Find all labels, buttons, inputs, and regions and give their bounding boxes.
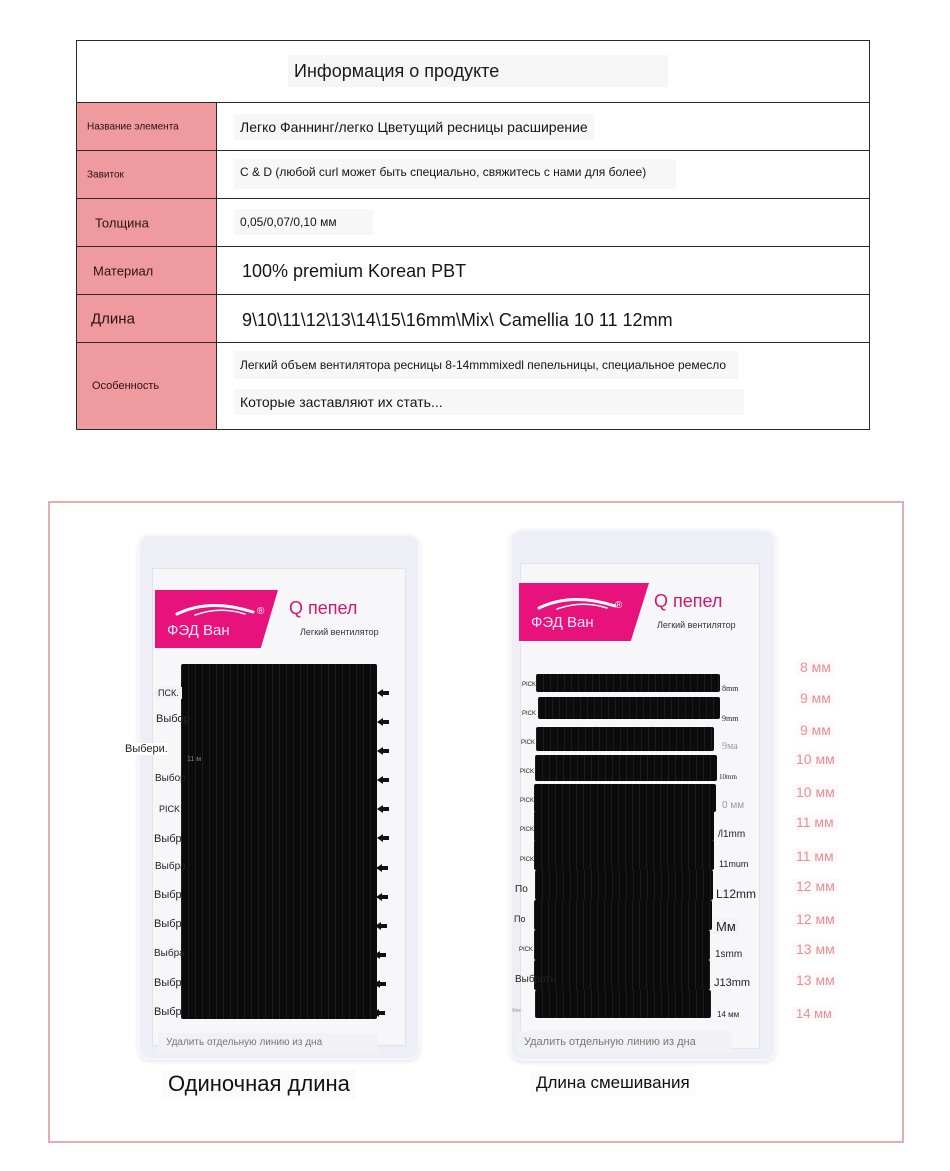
arrow-left-icon	[377, 776, 389, 784]
lash-strip	[536, 674, 720, 692]
lash-strip	[534, 930, 710, 960]
strip-label: По	[514, 914, 526, 924]
length-label: 12 мм	[792, 878, 839, 894]
mixed-length-caption: Длина смешивания	[530, 1071, 696, 1095]
length-label: 14 мм	[792, 1006, 836, 1021]
strip-inner-note: 11 м	[187, 756, 202, 763]
strip-label: PICK	[519, 947, 534, 953]
info-key-label: Особенность	[92, 380, 160, 392]
strip-length-label: 9mm	[722, 714, 739, 723]
info-row-item-name	[77, 103, 869, 151]
arrow-left-icon	[377, 718, 389, 726]
single-lash-block	[181, 664, 377, 1019]
strip-label: Выбра	[154, 948, 185, 959]
lash-strip	[534, 960, 710, 990]
info-value-cell	[218, 151, 869, 198]
strip-label: PICK	[520, 827, 535, 833]
strip-label: Выбра	[155, 861, 186, 872]
info-key-cell	[77, 295, 217, 342]
strip-label: PICK	[522, 711, 537, 717]
strip-label: Фик	[512, 1008, 521, 1014]
info-value-text: 0,05/0,07/0,10 мм	[234, 209, 373, 235]
single-length-caption: Одиночная длина	[162, 1069, 356, 1099]
strip-label: Выбр	[154, 918, 182, 930]
info-key-label: Длина	[91, 310, 135, 327]
strip-length-label: 8mm	[722, 684, 739, 693]
lash-strip	[535, 990, 711, 1018]
strip-label: PICK	[520, 769, 535, 775]
length-label: 8 мм	[796, 659, 835, 675]
arrow-left-icon	[377, 689, 389, 697]
lash-strip	[535, 870, 713, 900]
strip-length-label: 9ма	[722, 741, 738, 752]
arrow-left-icon	[373, 1009, 385, 1017]
length-label: 9 мм	[796, 690, 835, 706]
info-row-material	[77, 247, 869, 295]
info-value-text: Которые заставляют их стать...	[234, 389, 744, 415]
product-name: Q пепел	[289, 598, 358, 618]
strip-label: PICK	[520, 798, 535, 804]
info-value-cell	[218, 247, 869, 294]
lash-strip	[534, 784, 716, 812]
lash-strip	[534, 840, 714, 870]
brand-name: ФЭД Ван	[531, 614, 594, 631]
length-label: 11 мм	[792, 814, 838, 830]
length-label: 9 мм	[796, 722, 835, 738]
strip-length-label: 14 мм	[717, 1010, 740, 1019]
product-name: Q пепел	[654, 591, 723, 611]
info-value-cell	[218, 199, 869, 246]
brand-swoosh-icon	[537, 592, 627, 612]
registered-mark: ®	[257, 606, 265, 617]
brand-swoosh-icon	[175, 598, 265, 618]
arrow-left-icon	[376, 893, 388, 901]
lash-strip	[535, 755, 717, 781]
length-label: 10 мм	[792, 751, 839, 767]
info-key-cell	[77, 247, 217, 294]
info-key-cell	[77, 103, 217, 150]
strip-length-label: 10mm	[719, 773, 737, 781]
lash-strip	[534, 811, 714, 841]
lash-strip	[536, 727, 714, 751]
product-subtitle: Легкий вентилятор	[300, 627, 379, 637]
info-value-text: 9\10\11\12\13\14\15\16mm\Mix\ Camellia 10 11 12mm	[236, 306, 679, 334]
strip-length-label: J13mm	[714, 977, 751, 989]
info-value-cell	[218, 295, 869, 342]
tray-footer-note: Удалить отдельную линию из дна	[516, 1031, 732, 1053]
strip-length-label: 1smm	[715, 949, 743, 960]
registered-mark: ®	[615, 600, 623, 611]
info-title-row	[77, 41, 869, 103]
info-value-cell	[218, 343, 869, 429]
tray-footer-note: Удалить отдельную линию из дна	[158, 1033, 378, 1053]
length-label: 13 мм	[792, 941, 839, 957]
strip-label: PICK	[159, 804, 181, 814]
length-label: 10 мм	[792, 784, 839, 800]
length-label: 13 мм	[792, 972, 839, 988]
arrow-left-icon	[376, 864, 388, 872]
strip-label: Выбор	[155, 773, 186, 784]
info-row-curl	[77, 151, 869, 199]
strip-label: Выбрать	[515, 974, 556, 985]
info-value-text: Легко Фаннинг/легко Цветущий ресницы расширение	[234, 114, 594, 140]
strip-length-label: L12mm	[716, 887, 757, 901]
brand-name: ФЭД Ван	[167, 622, 230, 639]
arrow-left-icon	[374, 980, 386, 988]
info-key-label: Завиток	[87, 169, 124, 180]
strip-label: Выбор	[156, 713, 190, 725]
product-info-table	[76, 40, 870, 430]
info-value-text: 100% premium Korean PBT	[236, 257, 472, 285]
info-value-text: Легкий объем вентилятора ресницы 8-14mmmixedl пепельницы, специальное ремесло	[234, 351, 738, 379]
info-key-label: Материал	[93, 263, 154, 278]
strip-label: Выбери.	[125, 743, 168, 755]
strip-label: PICK	[520, 857, 535, 863]
strip-label: Выбр	[154, 1006, 182, 1018]
info-key-cell	[77, 343, 217, 429]
info-value-cell	[218, 103, 869, 150]
lash-strip	[534, 900, 712, 930]
strip-label: Выбр	[154, 833, 182, 845]
length-label: 12 мм	[792, 911, 839, 927]
info-table-title: Информация о продукте	[288, 55, 668, 87]
strip-length-label: /l1mm	[718, 829, 746, 840]
info-key-label: Название элемента	[87, 121, 179, 132]
arrow-left-icon	[374, 951, 386, 959]
info-row-feature	[77, 343, 869, 429]
arrow-left-icon	[377, 805, 389, 813]
info-key-label: Толщина	[95, 215, 149, 230]
strip-length-label: Мм	[713, 919, 739, 934]
strip-length-label: 0 мм	[722, 800, 745, 811]
strip-label: PICK	[522, 682, 537, 688]
strip-label: Выбр	[154, 889, 182, 901]
strip-label: По	[515, 884, 528, 895]
lash-strip	[538, 697, 720, 719]
strip-length-label: 11mum	[719, 859, 749, 869]
info-row-thickness	[77, 199, 869, 247]
arrow-left-icon	[375, 922, 387, 930]
info-key-cell	[77, 199, 217, 246]
arrow-left-icon	[377, 834, 389, 842]
product-subtitle: Легкий вентилятор	[657, 620, 736, 630]
info-row-length	[77, 295, 869, 343]
length-label: 11 мм	[792, 848, 838, 864]
strip-label: PICK	[521, 740, 536, 746]
info-key-cell	[77, 151, 217, 198]
strip-label: Выбр	[154, 977, 182, 989]
arrow-left-icon	[377, 747, 389, 755]
strip-label: ПСК.	[155, 687, 182, 699]
info-value-text: C & D (любой curl может быть специально, свяжитесь с нами для более)	[234, 159, 676, 189]
